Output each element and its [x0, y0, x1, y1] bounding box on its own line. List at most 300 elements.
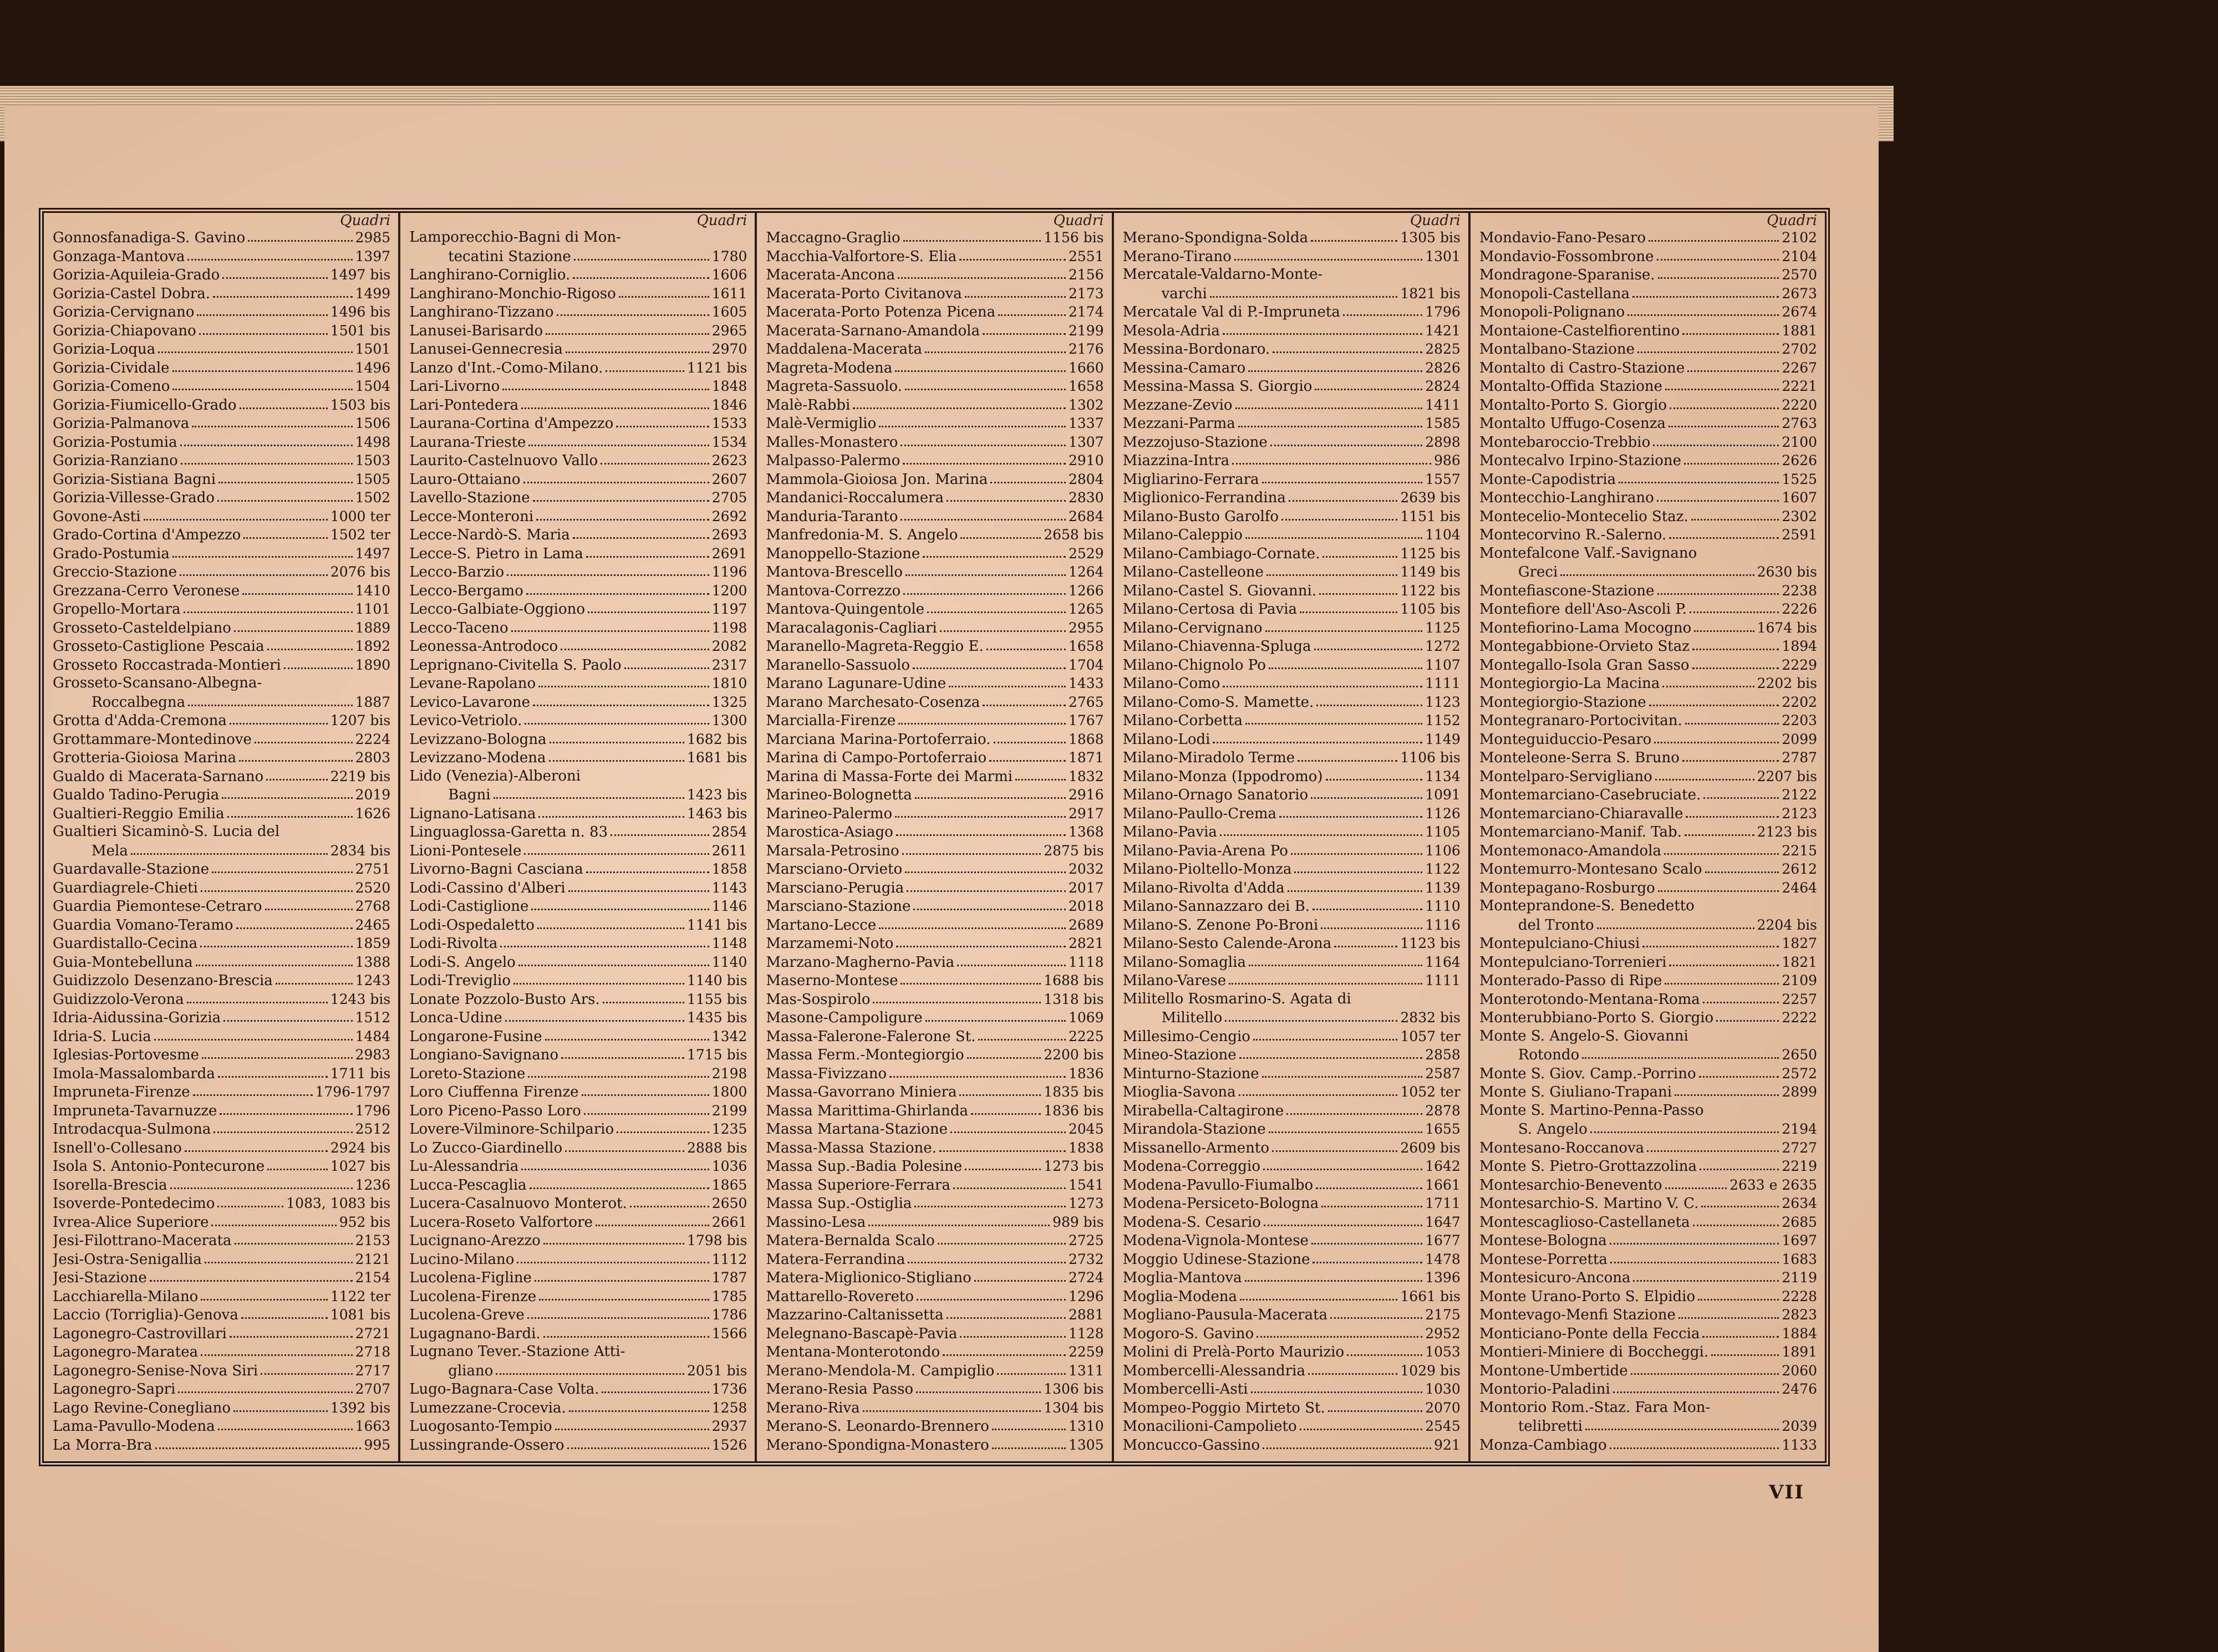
leader-dots — [908, 1262, 1066, 1263]
index-entry — [1479, 619, 1817, 638]
index-entry — [1123, 971, 1461, 990]
entry-quadri-number: 2100 — [1782, 434, 1818, 450]
entry-name: Mogoro-S. Gavino — [1122, 1325, 1254, 1342]
leader-dots — [1313, 909, 1422, 910]
leader-dots — [925, 351, 1066, 353]
leader-dots — [517, 1262, 709, 1263]
entry-name: Massa-Massa Stazione. — [766, 1139, 937, 1156]
entry-name: Montesano-Roccanova — [1479, 1139, 1645, 1156]
entry-quadri-number: 1325 — [711, 694, 747, 710]
entry-name: Lugo-Bagnara-Case Volta. — [409, 1381, 599, 1398]
index-entry — [1123, 953, 1461, 972]
entry-name: Milano-Sannazzaro dei B. — [1122, 898, 1310, 915]
index-entry — [1479, 1380, 1817, 1399]
entry-name: Lucolena-Figline — [409, 1269, 532, 1286]
leader-dots — [602, 1391, 709, 1393]
index-entry — [1123, 1083, 1461, 1102]
entry-name: Mondragone-Sparanise. — [1479, 267, 1655, 283]
entry-quadri-number: 2910 — [1068, 452, 1104, 468]
index-entry — [409, 748, 747, 767]
entry-quadri-number: 1663 — [355, 1418, 391, 1434]
entry-quadri-number: 2824 — [1425, 378, 1461, 394]
index-entry — [1479, 1399, 1817, 1418]
entry-quadri-number: 2689 — [1068, 916, 1104, 933]
entry-quadri-number: 2153 — [355, 1232, 391, 1248]
column-header: Quadri — [340, 213, 391, 229]
index-entry — [766, 1008, 1103, 1027]
entry-name: Luogosanto-Tempio — [409, 1418, 552, 1435]
index-entry — [1123, 544, 1461, 563]
entry-quadri-number: 1342 — [711, 1028, 747, 1044]
leader-dots — [261, 1373, 352, 1375]
leader-dots — [994, 742, 1066, 743]
entry-name: Levizzano-Bologna — [409, 731, 547, 748]
entry-name: Mercatale Val di P.-Impruneta — [1122, 304, 1340, 320]
entry-quadri-number: 2609 bis — [1400, 1139, 1461, 1156]
leader-dots — [213, 296, 353, 298]
leader-dots — [218, 1429, 353, 1430]
entry-name: Massa Superiore-Ferrara — [766, 1176, 950, 1194]
index-entry — [766, 748, 1103, 767]
leader-dots — [939, 1150, 1066, 1152]
index-entry — [1479, 1324, 1817, 1343]
entry-quadri-number: 2751 — [355, 861, 391, 877]
index-entry — [409, 786, 747, 804]
leader-dots — [1664, 853, 1779, 855]
entry-quadri-number: 1156 bis — [1044, 230, 1104, 246]
entry-name: Maracalagonis-Cagliari — [766, 619, 937, 636]
index-entry — [53, 1324, 390, 1343]
entry-name: Lama-Pavullo-Modena — [53, 1418, 215, 1435]
leader-dots — [218, 482, 353, 483]
index-entry — [766, 488, 1103, 507]
entry-name: Lugnano Tever.-Stazione Atti- — [409, 1343, 625, 1360]
leader-dots — [992, 1447, 1066, 1449]
index-entry — [409, 1399, 747, 1418]
leader-dots — [1300, 1429, 1423, 1430]
entry-name: Montorio Rom.-Staz. Fara Mon- — [1479, 1399, 1711, 1416]
entry-name: Mazzarino-Caltanissetta — [766, 1307, 944, 1323]
index-entry — [53, 1250, 390, 1269]
index-entry — [409, 897, 747, 916]
entry-name: Gorizia-Fiumicello-Grado — [53, 396, 237, 414]
entry-quadri-number: 1307 — [1068, 434, 1104, 450]
entry-name: Merano-Tirano — [1122, 248, 1232, 265]
index-entry — [766, 303, 1103, 322]
entry-name: Massa-Fivizzano — [766, 1065, 887, 1082]
entry-name: Rotondo — [1518, 1047, 1580, 1063]
index-entry — [53, 1399, 390, 1418]
entry-name: Guardia Vomano-Teramo — [53, 916, 233, 934]
entry-name: Loro Ciuffenna Firenze — [409, 1084, 579, 1100]
index-entry — [1123, 897, 1461, 916]
entry-name: Massa Sup.-Ostiglia — [766, 1195, 912, 1212]
entry-name: Montemarciano-Chiaravalle — [1479, 805, 1683, 822]
leader-dots — [538, 686, 709, 687]
entry-name: Malè-Vermiglio — [766, 415, 877, 432]
entry-name: Guardiagrele-Chieti — [53, 879, 198, 896]
entry-name: Modena-Correggio — [1122, 1158, 1260, 1175]
entry-quadri-number: 2173 — [1068, 285, 1104, 302]
index-entry — [1123, 507, 1461, 526]
index-entry — [766, 507, 1103, 526]
index-entry — [1479, 433, 1817, 452]
entry-quadri-number: 1865 — [711, 1176, 747, 1193]
entry-quadri-number: 2658 bis — [1044, 527, 1104, 543]
leader-dots — [530, 1187, 709, 1189]
index-entry — [1123, 451, 1461, 470]
leader-dots — [528, 445, 709, 446]
entry-name: Marano Marchesato-Cosenza — [766, 694, 980, 711]
entry-quadri-number: 2122 — [1782, 787, 1818, 803]
entry-name: Montemurro-Montesano Scalo — [1479, 861, 1702, 878]
entry-name: Maserno-Montese — [766, 972, 898, 989]
index-entry — [766, 1306, 1103, 1324]
entry-quadri-number: 2228 — [1782, 1288, 1818, 1304]
leader-dots — [1262, 482, 1423, 483]
index-entry — [1479, 990, 1817, 1009]
index-entry — [1123, 1139, 1461, 1158]
index-entry — [766, 1213, 1103, 1232]
entry-name: Milano-Castel S. Giovanni. — [1122, 582, 1317, 599]
index-entry — [1479, 470, 1817, 489]
entry-quadri-number: 1660 — [1068, 359, 1104, 376]
entry-quadri-number: 2804 — [1068, 471, 1104, 487]
entry-name: Molini di Prelà-Porto Maurizio — [1122, 1344, 1345, 1360]
entry-name: Manfredonia-M. S. Angelo — [766, 527, 958, 543]
index-entry — [53, 674, 390, 693]
leader-dots — [584, 1113, 709, 1115]
entry-quadri-number: 2257 — [1782, 991, 1818, 1007]
entry-name: Greccio-Stazione — [53, 564, 177, 580]
entry-name: Lavello-Stazione — [409, 490, 530, 506]
entry-name: Maccagno-Graglio — [766, 230, 901, 246]
leader-dots — [212, 871, 352, 873]
entry-name: Langhirano-Corniglio. — [409, 267, 571, 283]
leader-dots — [903, 463, 1066, 465]
entry-quadri-number: 2198 — [711, 1065, 747, 1082]
column-header: Quadri — [696, 213, 747, 229]
leader-dots — [511, 630, 709, 632]
entry-quadri-number: 2727 — [1782, 1139, 1818, 1156]
leader-dots — [524, 853, 709, 855]
entry-quadri-number: 2673 — [1782, 285, 1818, 302]
index-entry — [53, 1343, 390, 1362]
index-entry — [409, 582, 747, 600]
leader-dots — [1627, 314, 1779, 316]
index-entry — [53, 303, 390, 322]
entry-name: Mammola-Gioiosa Jon. Marina — [766, 471, 988, 488]
entry-name: Roccalbegna — [91, 694, 186, 711]
entry-name: Massa Martana-Stazione — [766, 1121, 948, 1138]
leader-dots — [1693, 1225, 1779, 1226]
entry-name: Migliarino-Ferrara — [1122, 471, 1259, 488]
index-entry — [1123, 228, 1461, 247]
index-entry — [766, 340, 1103, 359]
index-entry — [409, 804, 747, 823]
index-entry — [766, 860, 1103, 879]
entry-quadri-number: 1658 — [1068, 638, 1104, 654]
entry-quadri-number: 2955 — [1068, 619, 1104, 636]
leader-dots — [905, 389, 1066, 390]
entry-quadri-number: 1848 — [711, 378, 747, 394]
leader-dots — [1692, 649, 1779, 650]
index-entry — [409, 953, 747, 972]
entry-quadri-number: 2017 — [1068, 879, 1104, 896]
leader-dots — [1269, 667, 1422, 669]
entry-quadri-number: 1796 — [355, 1102, 391, 1119]
index-entry — [1479, 507, 1817, 526]
entry-quadri-number: 1164 — [1425, 954, 1461, 970]
leader-dots — [617, 1131, 709, 1133]
entry-name: Militello — [1161, 1009, 1223, 1026]
index-entry — [766, 1083, 1103, 1102]
entry-name: Lido (Venezia)-Alberoni — [409, 767, 581, 784]
leader-dots — [947, 1317, 1066, 1319]
index-entry — [53, 1231, 390, 1250]
index-entry — [1123, 414, 1461, 433]
entry-name: Mantova-Correzzo — [766, 582, 901, 599]
leader-dots — [1633, 1280, 1779, 1282]
index-entry — [1123, 1436, 1461, 1455]
leader-dots — [1223, 686, 1422, 687]
leader-dots — [1637, 351, 1779, 353]
index-entry — [409, 1436, 747, 1455]
index-entry — [1479, 340, 1817, 359]
leader-dots — [543, 1243, 684, 1245]
entry-name: Gorizia-Sistiana Bagni — [53, 471, 216, 488]
index-entry — [409, 990, 747, 1009]
index-entry — [409, 730, 747, 749]
entry-quadri-number: 1736 — [711, 1381, 747, 1397]
entry-name: Isola S. Antonio-Pontecurone — [53, 1158, 265, 1175]
index-entry — [766, 1064, 1103, 1083]
leader-dots — [907, 890, 1066, 892]
entry-name: Milano-Pioltello-Monza — [1122, 861, 1292, 878]
leader-dots — [1690, 611, 1779, 613]
entry-quadri-number: 1503 bis — [330, 396, 391, 413]
entry-quadri-number: 1810 — [711, 675, 747, 691]
leader-dots — [184, 611, 353, 613]
index-entry — [409, 284, 747, 303]
entry-quadri-number: 1478 — [1425, 1251, 1461, 1267]
leader-dots — [150, 1280, 353, 1282]
leader-dots — [896, 946, 1066, 947]
index-entry — [1123, 1194, 1461, 1213]
index-entry — [1123, 842, 1461, 860]
index-entry — [1123, 1287, 1461, 1306]
entry-name: Lucino-Milano — [409, 1251, 515, 1268]
entry-quadri-number: 952 bis — [339, 1213, 391, 1230]
entry-quadri-number: 1681 bis — [687, 749, 747, 766]
leader-dots — [1655, 779, 1754, 781]
index-entry — [766, 1046, 1103, 1064]
entry-name: Montegiorgio-La Macina — [1479, 675, 1660, 692]
index-entry — [409, 1343, 747, 1362]
entry-name: Gualdo Tadino-Perugia — [53, 787, 220, 803]
entry-quadri-number: 2070 — [1425, 1399, 1461, 1416]
entry-name: Matera-Bernalda Scalo — [766, 1232, 935, 1249]
entry-name: Gorizia-Cividale — [53, 359, 170, 376]
index-entry — [53, 1139, 390, 1158]
leader-dots — [965, 1169, 1041, 1170]
leader-dots — [1610, 1262, 1779, 1263]
entry-quadri-number: 1557 — [1425, 471, 1461, 487]
entry-name: Mondavio-Fossombrone — [1479, 248, 1654, 265]
entry-name: Malpasso-Palermo — [766, 452, 901, 469]
entry-name: Marzano-Magherno-Pavia — [766, 954, 955, 971]
index-entry — [766, 396, 1103, 415]
entry-name: Grosseto-Casteldelpiano — [53, 619, 231, 636]
entry-quadri-number: 1566 — [711, 1325, 747, 1342]
index-entry — [766, 1436, 1103, 1455]
entry-quadri-number: 1682 bis — [687, 731, 747, 747]
leader-dots — [284, 667, 353, 669]
entry-quadri-number: 2639 bis — [1400, 490, 1461, 506]
entry-name: Gorizia-Castel Dobra. — [53, 285, 210, 302]
index-entry — [1123, 582, 1461, 600]
index-entry — [1123, 656, 1461, 675]
entry-quadri-number: 2476 — [1782, 1381, 1818, 1397]
index-entry — [1123, 322, 1461, 340]
entry-name: Monterado-Passo di Ripe — [1479, 972, 1662, 989]
entry-quadri-number: 1533 — [711, 415, 747, 431]
entry-quadri-number: 1838 — [1068, 1139, 1104, 1156]
entry-quadri-number: 2832 bis — [1400, 1009, 1461, 1026]
entry-quadri-number: 1296 — [1068, 1288, 1104, 1304]
index-entry — [1479, 674, 1817, 693]
entry-quadri-number: 2834 bis — [330, 842, 391, 859]
entry-name: Monte S. Martino-Penna-Passo — [1479, 1102, 1704, 1119]
entry-name: Lucignano-Arezzo — [409, 1232, 541, 1249]
entry-name: Montone-Umbertide — [1479, 1362, 1628, 1379]
entry-name: Mogliano-Pausula-Macerata — [1122, 1307, 1328, 1323]
entry-name: Mercatale-Valdarno-Monte- — [1122, 266, 1323, 283]
entry-name: Milano-Certosa di Pavia — [1122, 601, 1298, 618]
entry-name: Magreta-Sassuolo. — [766, 378, 902, 395]
leader-dots — [1678, 1317, 1779, 1319]
entry-quadri-number: 1423 bis — [687, 787, 747, 803]
index-column — [44, 213, 400, 1461]
entry-quadri-number: 1887 — [355, 694, 391, 710]
leader-dots — [898, 723, 1066, 725]
index-entry — [766, 1194, 1103, 1213]
entry-name: Montepagano-Rosburgo — [1479, 879, 1655, 896]
leader-dots — [201, 1354, 352, 1356]
entry-quadri-number: 1148 — [711, 935, 747, 951]
index-entry — [1123, 266, 1461, 284]
entry-name: Malles-Monastero — [766, 434, 898, 451]
entry-quadri-number: 2225 — [1068, 1028, 1104, 1044]
index-entry — [1479, 860, 1817, 879]
index-entry — [1123, 1064, 1461, 1083]
index-entry — [409, 1380, 747, 1399]
leader-dots — [202, 1057, 353, 1059]
index-entry — [1479, 1157, 1817, 1176]
index-entry — [1479, 897, 1817, 916]
leader-dots — [1328, 1410, 1422, 1412]
leader-dots — [1699, 1076, 1779, 1078]
entry-name: Milano-Somaglia — [1122, 954, 1246, 971]
index-entry — [409, 1064, 747, 1083]
entry-name: del Tronto — [1518, 916, 1594, 934]
leader-dots — [1665, 389, 1779, 390]
index-entry — [1123, 377, 1461, 396]
index-entry — [409, 711, 747, 730]
leader-dots — [1657, 500, 1779, 502]
entry-name: Mirabella-Caltagirone — [1122, 1102, 1284, 1119]
leader-dots — [901, 519, 1066, 521]
entry-name: Monte-Capodistria — [1479, 471, 1616, 488]
leader-dots — [1316, 1187, 1422, 1189]
index-entry — [766, 730, 1103, 749]
index-entry — [409, 228, 747, 247]
index-entry — [766, 377, 1103, 396]
entry-quadri-number: 2661 — [711, 1213, 747, 1230]
entry-name: Introdacqua-Sulmona — [53, 1121, 211, 1138]
column-header: Quadri — [1053, 213, 1104, 229]
leader-dots — [217, 1206, 283, 1207]
index-entry — [409, 971, 747, 990]
entry-quadri-number: 1197 — [711, 601, 747, 617]
entry-name: Isnell'o-Collesano — [53, 1139, 182, 1156]
entry-quadri-number: 1626 — [355, 805, 391, 822]
index-entry — [1479, 1064, 1817, 1083]
entry-name: Grosseto-Scansano-Albegna- — [53, 675, 262, 691]
index-entry — [53, 1120, 390, 1139]
entry-quadri-number: 1000 ter — [330, 508, 391, 524]
leader-dots — [528, 1076, 709, 1078]
leader-dots — [1657, 259, 1779, 261]
entry-quadri-number: 2626 — [1782, 452, 1818, 468]
leader-dots — [255, 742, 353, 743]
leader-dots — [236, 927, 353, 929]
entry-name: Montese-Bologna — [1479, 1232, 1607, 1249]
entry-quadri-number: 1534 — [711, 434, 747, 450]
entry-quadri-number: 1884 — [1782, 1325, 1818, 1342]
index-entry — [53, 1176, 390, 1195]
entry-name: Lamporecchio-Bagni di Mon- — [409, 229, 621, 246]
entry-name: Lanzo d'Int.-Como-Milano. — [409, 359, 603, 376]
entry-quadri-number: 2099 — [1782, 731, 1818, 747]
index-entry — [1123, 786, 1461, 804]
entry-name: Montemarciano-Casebruciate. — [1479, 787, 1701, 803]
leader-dots — [1632, 296, 1779, 298]
leader-dots — [227, 816, 353, 818]
entry-name: Monteprandone-S. Benedetto — [1479, 898, 1695, 914]
entry-name: Massino-Lesa — [766, 1213, 866, 1231]
index-entry — [409, 1102, 747, 1120]
index-entry — [766, 1250, 1103, 1269]
entry-quadri-number: 1200 — [711, 582, 747, 599]
entry-name: Guardistallo-Cecina — [53, 935, 198, 952]
entry-name: Monteleone-Serra S. Bruno — [1479, 749, 1680, 766]
entry-quadri-number: 2545 — [1425, 1418, 1461, 1434]
entry-name: Montegranaro-Portocivitan. — [1479, 712, 1682, 729]
index-entry — [766, 934, 1103, 953]
index-entry — [1123, 284, 1461, 303]
entry-name: Impruneta-Tavarnuzze — [53, 1102, 217, 1119]
entry-quadri-number: 2019 — [355, 787, 391, 803]
leader-dots — [1315, 389, 1422, 390]
entry-name: Montorio-Paladini — [1479, 1381, 1610, 1398]
index-entry — [1123, 674, 1461, 693]
leader-dots — [178, 1391, 352, 1393]
index-entry — [766, 897, 1103, 916]
leader-dots — [596, 1225, 709, 1226]
leader-dots — [1665, 1187, 1727, 1189]
index-entry — [1479, 637, 1817, 656]
